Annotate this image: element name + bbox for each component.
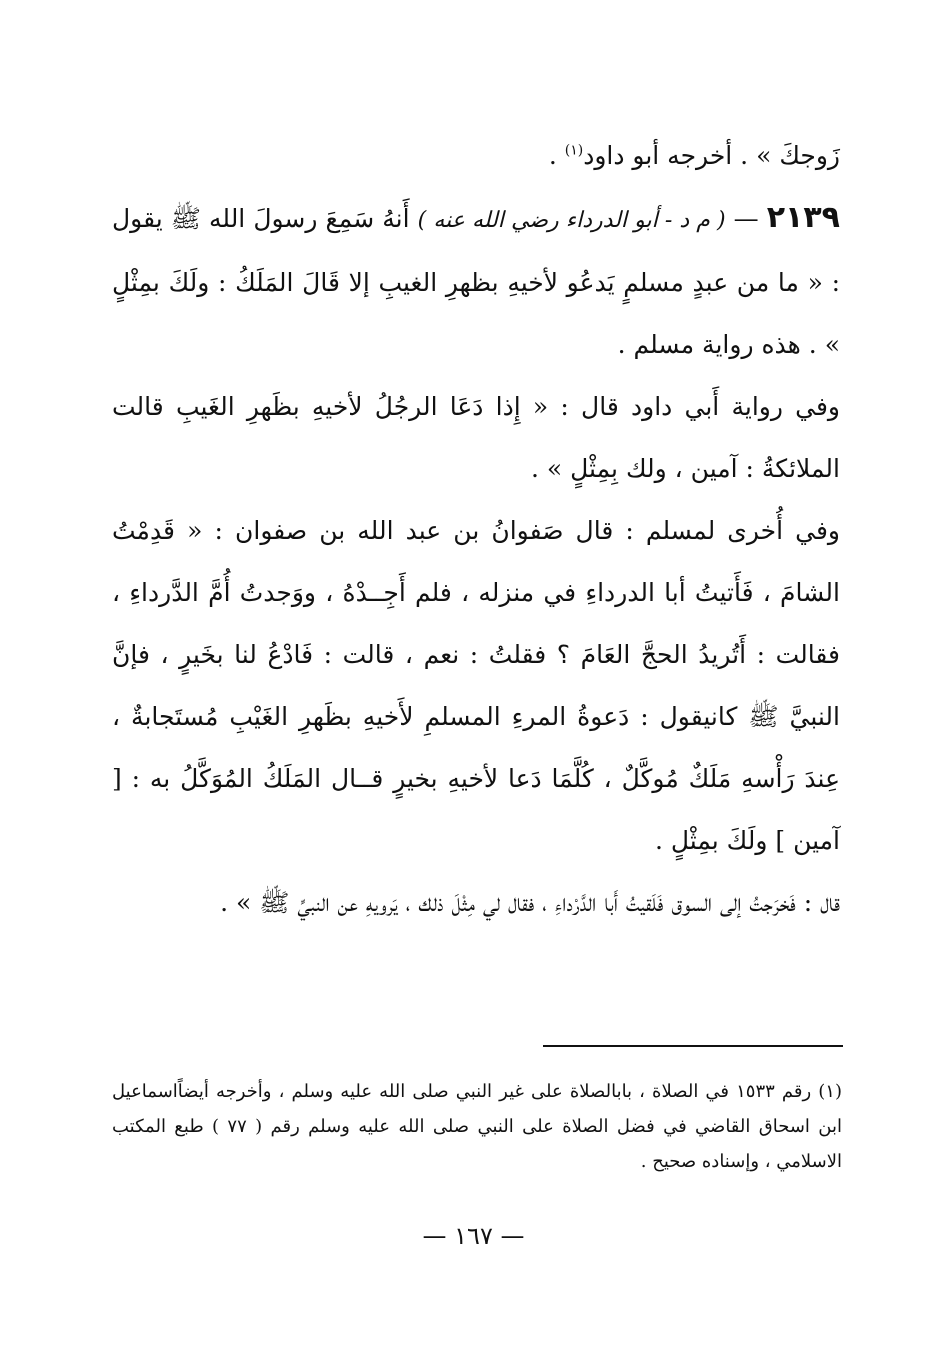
hadith-dash: — xyxy=(725,204,767,233)
footnote-divider xyxy=(543,1045,843,1047)
paragraph-hadith-2139 xyxy=(112,187,840,376)
main-text xyxy=(112,125,840,934)
footnote: (١) رقم ١٥٣٣ في الصلاة ، بابالصلاة على غير النبي صلى الله عليه وسلم ، وأخرجه أيضاًاسماعيل ابن اسحاق القاضي في فضل الصلاة على النبي صلى الله عليه وسلم رقم ( ٧٧ ) طبع المكتب الاسلامي ، وإسناده صحيح . xyxy=(112,1081,842,1172)
footnote-marker: (١) xyxy=(564,142,584,159)
paragraph-previous-hadith-end xyxy=(112,125,840,187)
paragraph-end: . xyxy=(548,141,565,170)
paragraph-closing: قال : فَخرَجتُ إلى السوق فَلَقيتُ أَبا الدَّرْداءِ ، فقال لي مِثْلَ ذلك ، يَرويهِ عن النبيِّ ﷺ » . xyxy=(220,888,840,917)
paragraph-abu-dawud-narration: وفي رواية أَبي داود قال : « إِذا دَعَا الرجُلُ لأخيهِ بظَهرِ الغَيبِ قالت الملائكةُ : آمين ، ولك بِمِثْلٍ » . xyxy=(112,392,840,483)
paragraph-muslim-narration: وفي أُخرى لمسلم : قال صَفوانُ بن عبد الله بن صفوان : « قَدِمْتُ الشامَ ، فَأَتيتُ أبا الدرداءِ في منزله ، فلم أَجِــدْهُ ، ووَجدتُ أُمَّ الدَّرداءِ ، فقالت : أَتُريدُ الحجَّ العَامَ ؟ فقلتُ : نعم ، قالت : فَادْعُ لنا بخَيرٍ ، فإنَّ النبيَّ ﷺ كانيقول : دَعوةُ المرءِ المسلمِ لأَخيهِ بظَهرِ الغَيْبِ مُستَجابةٌ ، عِندَ رَأْسهِ مَلَكٌ مُوكَّلٌ ، كُلَّمَا دَعا لأخيهِ بخيرٍ قــال المَلَكُ المُوَكَّلُ به : [ آمين ] ولَكَ بمِثْلٍ . xyxy=(112,516,840,855)
paragraph-text: زَوجكَ » . أخرجه أبو داود xyxy=(583,141,840,170)
hadith-text: أَنهُ سَمِعَ رسولَ الله ﷺ يقول : « ما من عبدٍ مسلمٍ يَدعُو لأخيهِ بظهرِ الغيبِ إلا قَالَ المَلَكُ : ولَكَ بمِثْلٍ » . هذه رواية مسلم . xyxy=(112,204,840,359)
hadith-number: ٢١٣٩ xyxy=(766,200,840,235)
page-number: — ١٦٧ — xyxy=(422,1222,525,1250)
hadith-reference: ( م د - أبو الدرداء رضي الله عنه ) xyxy=(417,208,726,233)
